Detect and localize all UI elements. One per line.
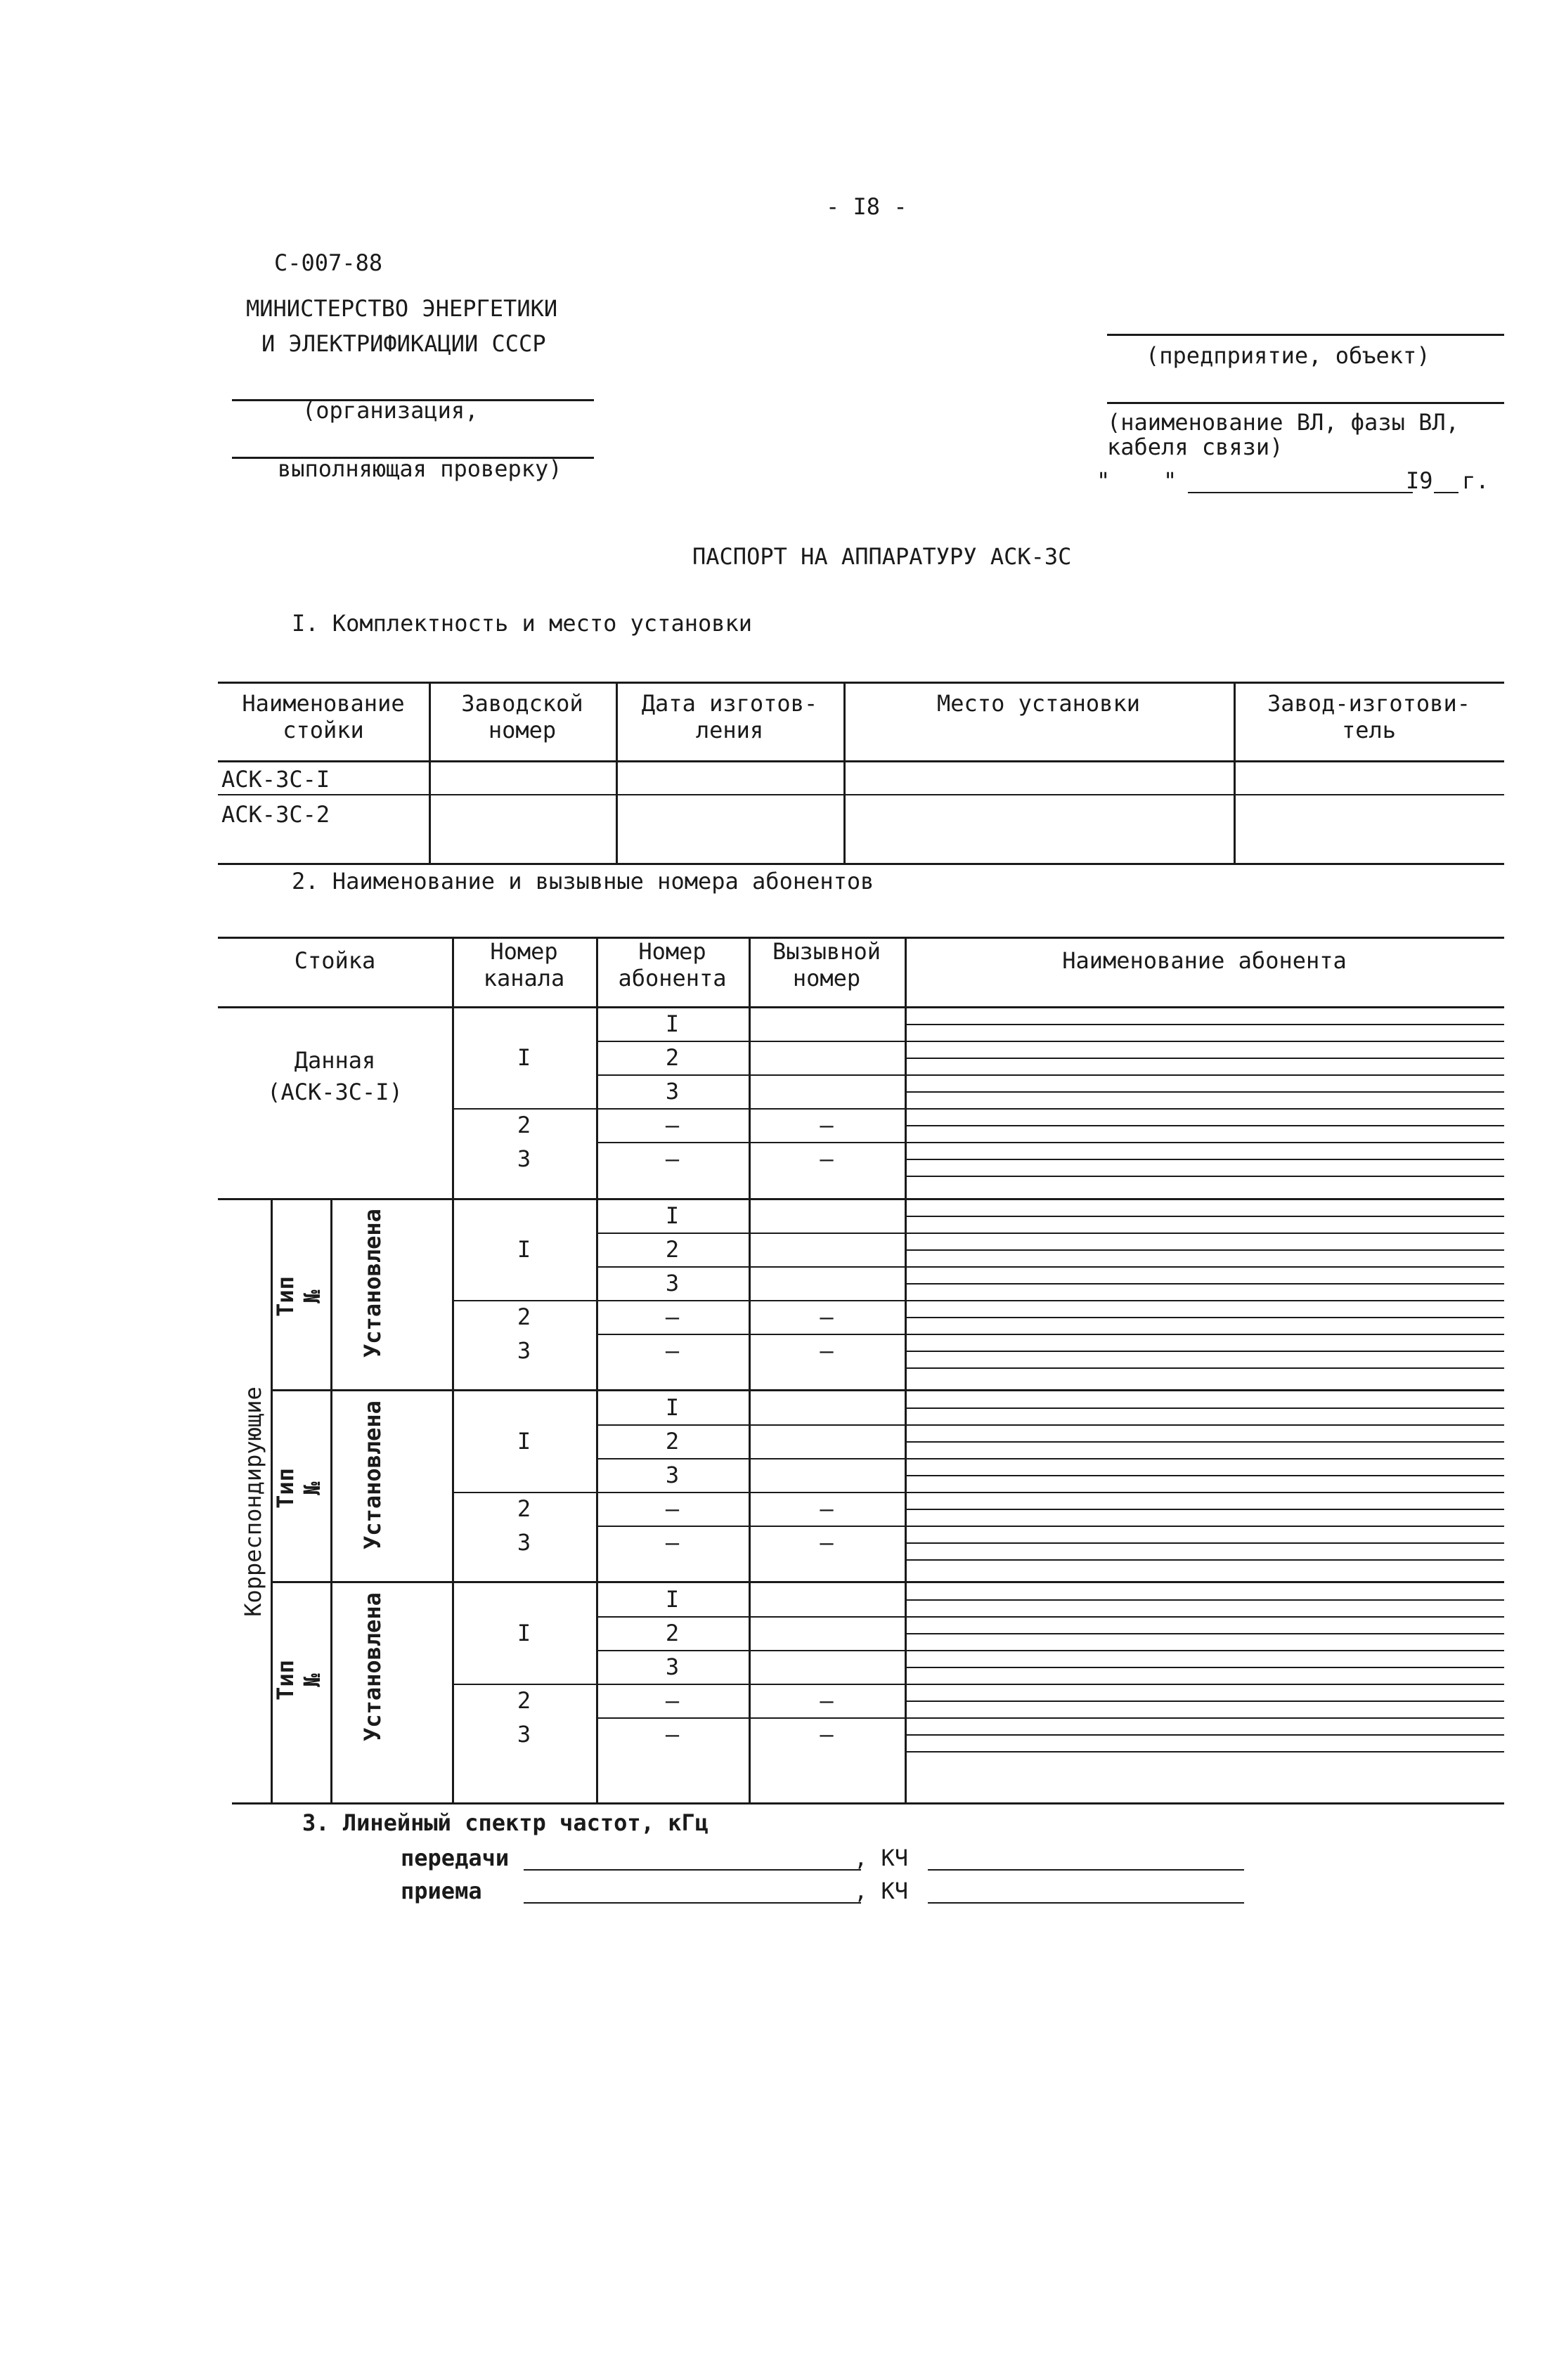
channel-number: 3: [517, 1145, 531, 1172]
dash-cell: –: [820, 1495, 834, 1522]
col-install-location: Место установки: [937, 690, 1140, 717]
dash-cell: –: [820, 1337, 834, 1364]
dash-cell: –: [820, 1721, 834, 1748]
subscriber-number: I: [665, 1202, 680, 1229]
enterprise-underline: [1107, 334, 1504, 336]
date-quote-close: ": [1163, 467, 1177, 494]
col-subscriber-name: Наименование абонента: [1062, 947, 1347, 974]
channel-number: I: [517, 1044, 531, 1071]
ministry-line-2: И ЭЛЕКТРИФИКАЦИИ СССР: [261, 330, 546, 357]
dash-cell: –: [820, 1303, 834, 1330]
page-number: - I8 -: [826, 193, 907, 220]
channel-number: 3: [517, 1337, 531, 1364]
dash-cell: –: [820, 1145, 834, 1172]
col-stand: Стойка: [294, 947, 376, 974]
installed-label: Установлена: [359, 1209, 386, 1358]
channel-number: I: [517, 1620, 531, 1646]
document-title: ПАСПОРТ НА АППАРАТУРУ АСК-3С: [692, 543, 1072, 570]
corresponding-label: Корреспондирующие: [240, 1386, 266, 1617]
receive-label: приема: [401, 1878, 482, 1904]
subscriber-number: 3: [665, 1270, 680, 1296]
channel-number: I: [517, 1428, 531, 1455]
receive-kch-label: , КЧ: [854, 1878, 909, 1904]
transmit-label: передачи: [401, 1845, 510, 1871]
channel-number: I: [517, 1236, 531, 1263]
col-stand-name: Наименование стойки: [242, 690, 405, 743]
transmit-freq-line: [524, 1869, 861, 1871]
section3-heading: 3. Линейный спектр частот, кГц: [302, 1809, 709, 1836]
subscriber-number: 2: [665, 1428, 680, 1455]
dash-cell: –: [665, 1337, 680, 1364]
local-stand-label-1: Данная: [294, 1047, 376, 1074]
subscriber-number: 2: [665, 1620, 680, 1646]
subscriber-number: I: [665, 1586, 680, 1613]
subscriber-number: 3: [665, 1653, 680, 1680]
section2-heading: 2. Наименование и вызывные номера абонентов: [292, 868, 874, 895]
channel-number: 2: [517, 1303, 531, 1330]
dash-cell: –: [820, 1112, 834, 1138]
local-stand-label-2: (АСК-3С-I): [267, 1079, 403, 1105]
ministry-line-1: МИНИСТЕРСТВО ЭНЕРГЕТИКИ: [246, 295, 558, 322]
channel-number: 2: [517, 1112, 531, 1138]
dash-cell: –: [665, 1529, 680, 1556]
subscriber-number: 2: [665, 1044, 680, 1071]
line-name-label-2: кабеля связи): [1107, 434, 1283, 460]
type-label: Тип №: [272, 1468, 325, 1509]
org-label-1: (организация,: [302, 397, 479, 424]
table-row: АСК-3С-I: [221, 766, 330, 793]
receive-kch-line: [928, 1902, 1244, 1904]
line-name-label-1: (наименование ВЛ, фазы ВЛ,: [1107, 409, 1459, 436]
section1-heading: I. Комплектность и место установки: [292, 610, 753, 637]
date-underline: [1188, 492, 1413, 493]
channel-number: 3: [517, 1721, 531, 1748]
type-label: Тип №: [272, 1660, 325, 1701]
date-suffix: г.: [1462, 467, 1489, 494]
doc-code: С-007-88: [274, 249, 383, 276]
enterprise-label: (предприятие, объект): [1146, 342, 1430, 369]
line-name-underline: [1107, 402, 1504, 404]
dash-cell: –: [665, 1303, 680, 1330]
channel-number: 3: [517, 1529, 531, 1556]
type-label: Тип №: [272, 1276, 325, 1317]
subscriber-number: 2: [665, 1236, 680, 1263]
subscriber-number: I: [665, 1394, 680, 1421]
col-call-number: Вызывной номер: [772, 938, 881, 991]
year-underline: [1434, 492, 1458, 493]
col-subscriber-number: Номер абонента: [618, 938, 727, 991]
dash-cell: –: [665, 1495, 680, 1522]
transmit-kch-label: , КЧ: [854, 1845, 909, 1871]
dash-cell: –: [665, 1721, 680, 1748]
date-quote-open: ": [1097, 467, 1111, 494]
dash-cell: –: [820, 1687, 834, 1714]
installed-label: Установлена: [359, 1400, 386, 1549]
col-manufacture-date: Дата изготов- ления: [641, 690, 818, 743]
org-label-2: выполняющая проверку): [278, 455, 562, 482]
dash-cell: –: [665, 1145, 680, 1172]
receive-freq-line: [524, 1902, 861, 1904]
dash-cell: –: [820, 1529, 834, 1556]
date-year: I9: [1406, 467, 1433, 494]
subscriber-number: 3: [665, 1078, 680, 1105]
col-manufacturer: Завод-изготови- тель: [1267, 690, 1470, 743]
subscriber-number: I: [665, 1010, 680, 1037]
subscriber-number: 3: [665, 1462, 680, 1488]
col-channel: Номер канала: [483, 938, 565, 991]
table-row: АСК-3С-2: [221, 801, 330, 828]
channel-number: 2: [517, 1495, 531, 1522]
dash-cell: –: [665, 1687, 680, 1714]
dash-cell: –: [665, 1112, 680, 1138]
transmit-kch-line: [928, 1869, 1244, 1871]
channel-number: 2: [517, 1687, 531, 1714]
col-serial-number: Заводской номер: [461, 690, 583, 743]
installed-label: Установлена: [359, 1592, 386, 1741]
